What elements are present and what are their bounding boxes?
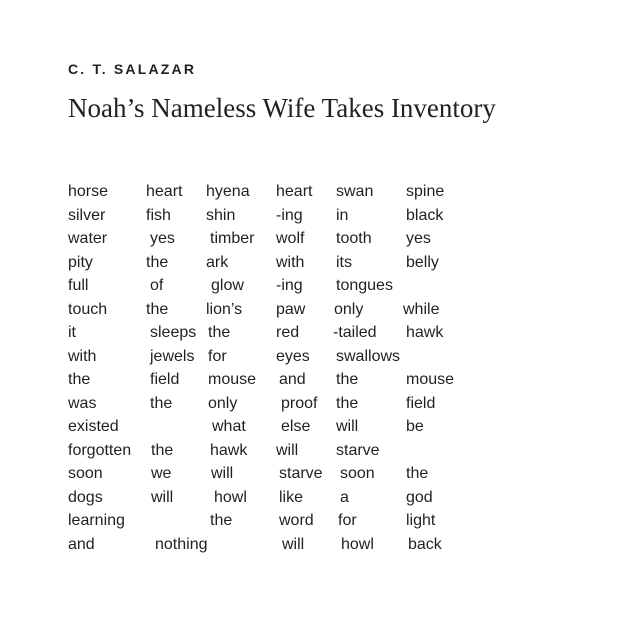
- poem-word: field: [406, 395, 436, 412]
- poem-word: hawk: [406, 324, 444, 341]
- poem-word: its: [336, 254, 352, 271]
- poem-word: tooth: [336, 230, 372, 247]
- poem-word: learning: [68, 512, 125, 529]
- poem-word: the: [336, 371, 359, 388]
- poem-word: red: [276, 324, 300, 341]
- poem-word: the: [406, 465, 429, 482]
- poem-word: horse: [68, 183, 109, 200]
- poem-word: the: [146, 301, 169, 318]
- author-name: C. T. SALAZAR: [68, 61, 197, 77]
- poem-word: tongues: [336, 277, 393, 294]
- poem-word: paw: [276, 301, 306, 318]
- poem-word: for: [208, 348, 227, 365]
- poem-word: starve: [279, 465, 323, 482]
- poem-word: will: [336, 418, 359, 435]
- poem-word: starve: [336, 442, 380, 459]
- poem-word: wolf: [276, 230, 305, 247]
- poem-word: back: [408, 536, 442, 553]
- poem-word: nothing: [155, 536, 208, 553]
- poem-word: water: [68, 230, 108, 247]
- poem-word: will: [151, 489, 174, 506]
- poem-word: howl: [214, 489, 247, 506]
- poem-word: will: [276, 442, 299, 459]
- poem-word: pity: [68, 254, 93, 271]
- poem-word: jewels: [150, 348, 195, 365]
- poem-word: glow: [211, 277, 244, 294]
- poem-word: eyes: [276, 348, 310, 365]
- poem-word: hyena: [206, 183, 250, 200]
- poem-word: -ing: [276, 207, 303, 224]
- poem-word: the: [336, 395, 359, 412]
- poem-word: the: [146, 254, 169, 271]
- poem-word: forgotten: [68, 442, 132, 459]
- poem-word: silver: [68, 207, 106, 224]
- poem-word: hawk: [210, 442, 248, 459]
- poem-word: -ing: [276, 277, 303, 294]
- poem-word: soon: [340, 465, 375, 482]
- poem-word: will: [282, 536, 305, 553]
- poem-word: timber: [210, 230, 255, 247]
- poem-word: and: [68, 536, 95, 553]
- poem-word: be: [406, 418, 424, 435]
- poem-word: the: [210, 512, 233, 529]
- poem-word: god: [406, 489, 433, 506]
- poem-word: existed: [68, 418, 119, 435]
- poem-word: black: [406, 207, 444, 224]
- poem-word: a: [340, 489, 349, 506]
- poem-word: heart: [146, 183, 183, 200]
- poem-word: mouse: [208, 371, 257, 388]
- poem-word: shin: [206, 207, 236, 224]
- poem-word: touch: [68, 301, 108, 318]
- poem-word: proof: [281, 395, 318, 412]
- poem-word: field: [150, 371, 180, 388]
- poem-word: dogs: [68, 489, 103, 506]
- poem-word: spine: [406, 183, 445, 200]
- poem-word: howl: [341, 536, 374, 553]
- poem-word: lion’s: [206, 301, 243, 318]
- poem-word: the: [150, 395, 173, 412]
- poem-word: yes: [406, 230, 431, 247]
- poem-word: for: [338, 512, 357, 529]
- poem-word: like: [279, 489, 304, 506]
- poem-word: swan: [336, 183, 374, 200]
- poem-word: was: [68, 395, 97, 412]
- poem-word: in: [336, 207, 349, 224]
- poem-word: only: [334, 301, 364, 318]
- poem-word: full: [68, 277, 89, 294]
- poem-title: Noah’s Nameless Wife Takes Inventory: [68, 93, 496, 123]
- poem-word: ark: [206, 254, 229, 271]
- poem-word: the: [151, 442, 174, 459]
- poem-word: while: [403, 301, 440, 318]
- poem-word: swallows: [336, 348, 401, 365]
- poem-word: what: [212, 418, 246, 435]
- poem-word: will: [211, 465, 234, 482]
- poem-word: and: [279, 371, 306, 388]
- poem-word: word: [279, 512, 314, 529]
- poem-word: yes: [150, 230, 175, 247]
- poem-word: with: [68, 348, 97, 365]
- poem-word: belly: [406, 254, 439, 271]
- poem-word: of: [150, 277, 164, 294]
- poem-word: light: [406, 512, 436, 529]
- poem-word: the: [68, 371, 91, 388]
- poem-word: the: [208, 324, 231, 341]
- poem-word: sleeps: [150, 324, 197, 341]
- poem-word: we: [151, 465, 172, 482]
- poem-word: fish: [146, 207, 171, 224]
- poem-word: it: [68, 324, 76, 341]
- poem-word: mouse: [406, 371, 455, 388]
- poem-word: -tailed: [333, 324, 377, 341]
- poem-word: heart: [276, 183, 313, 200]
- poem-word: else: [281, 418, 311, 435]
- poem-word: only: [208, 395, 238, 412]
- poem-word: with: [276, 254, 305, 271]
- poem-word: soon: [68, 465, 103, 482]
